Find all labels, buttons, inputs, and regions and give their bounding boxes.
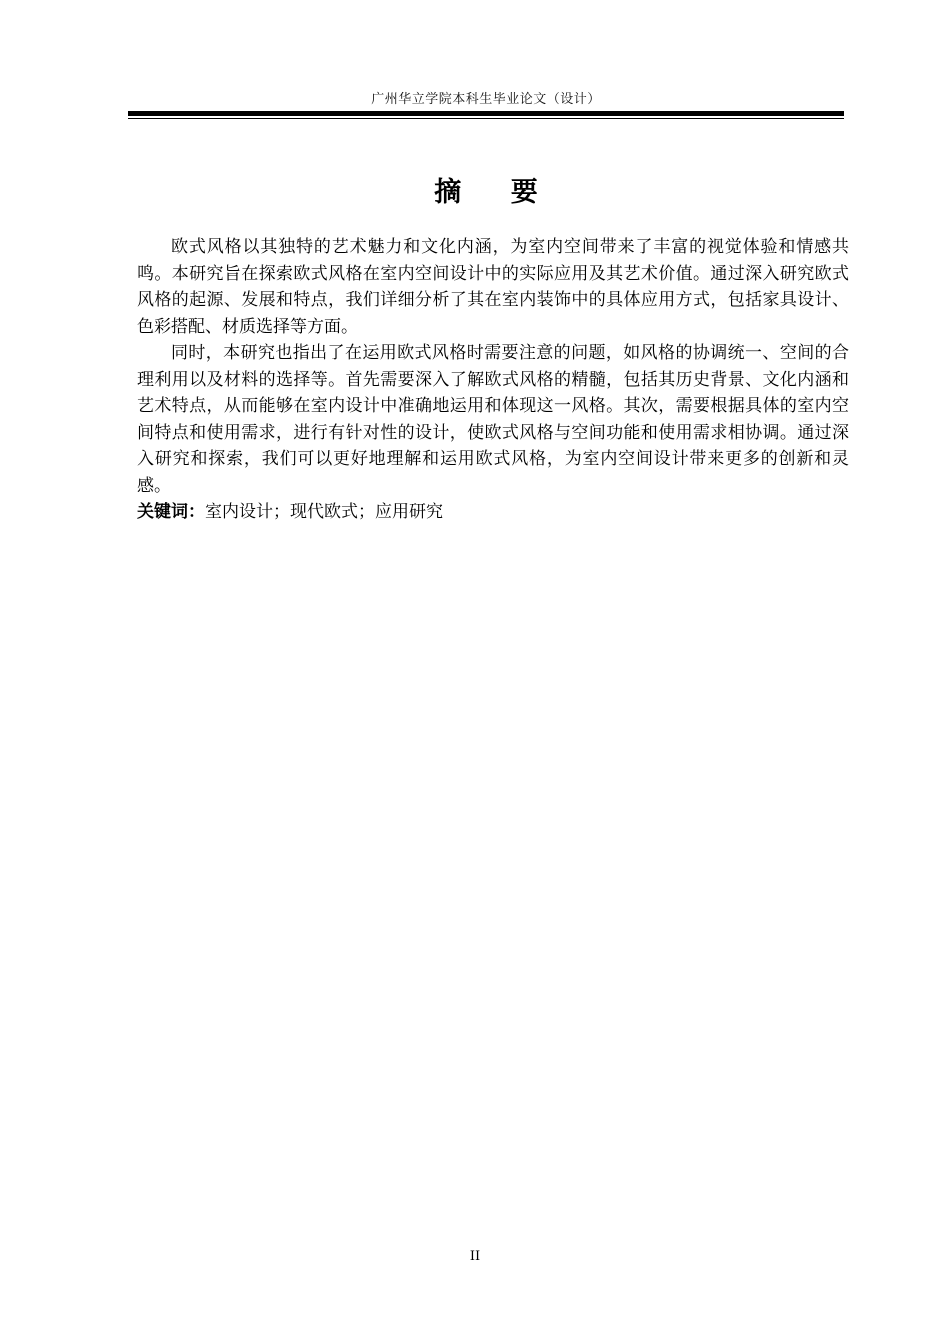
keywords-line xyxy=(137,499,849,526)
abstract-body xyxy=(137,234,849,526)
keywords-label: 关键词： xyxy=(137,502,205,522)
keywords-value: 室内设计；现代欧式；应用研究 xyxy=(205,502,443,522)
abstract-title: 摘 要 xyxy=(434,177,558,208)
running-header: 广州华立学院本科生毕业论文（设计） xyxy=(371,92,601,107)
page-number: II xyxy=(469,1249,481,1264)
header-rule-thick xyxy=(128,111,844,116)
abstract-paragraph-2: 同时，本研究也指出了在运用欧式风格时需要注意的问题，如风格的协调统一、空间的合理利用以及材料的选择等。首先需要深入了解欧式风格的精髓，包括其历史背景、文化内涵和艺术特点，从而能够在室内设计中准确地运用和体现这一风格。其次，需要根据具体的室内空间特点和使用需求，进行有针对性的设计，使欧式风格与空间功能和使用需求相协调。通过深入研究和探索，我们可以更好地理解和运用欧式风格，为室内空间设计带来更多的创新和灵感。 xyxy=(137,343,849,496)
abstract-paragraph-1: 欧式风格以其独特的艺术魅力和文化内涵，为室内空间带来了丰富的视觉体验和情感共鸣。本研究旨在探索欧式风格在室内空间设计中的实际应用及其艺术价值。通过深入研究欧式风格的起源、发展和特点，我们详细分析了其在室内装饰中的具体应用方式，包括家具设计、色彩搭配、材质选择等方面。 xyxy=(137,237,849,337)
header-rule-thin xyxy=(128,118,844,119)
